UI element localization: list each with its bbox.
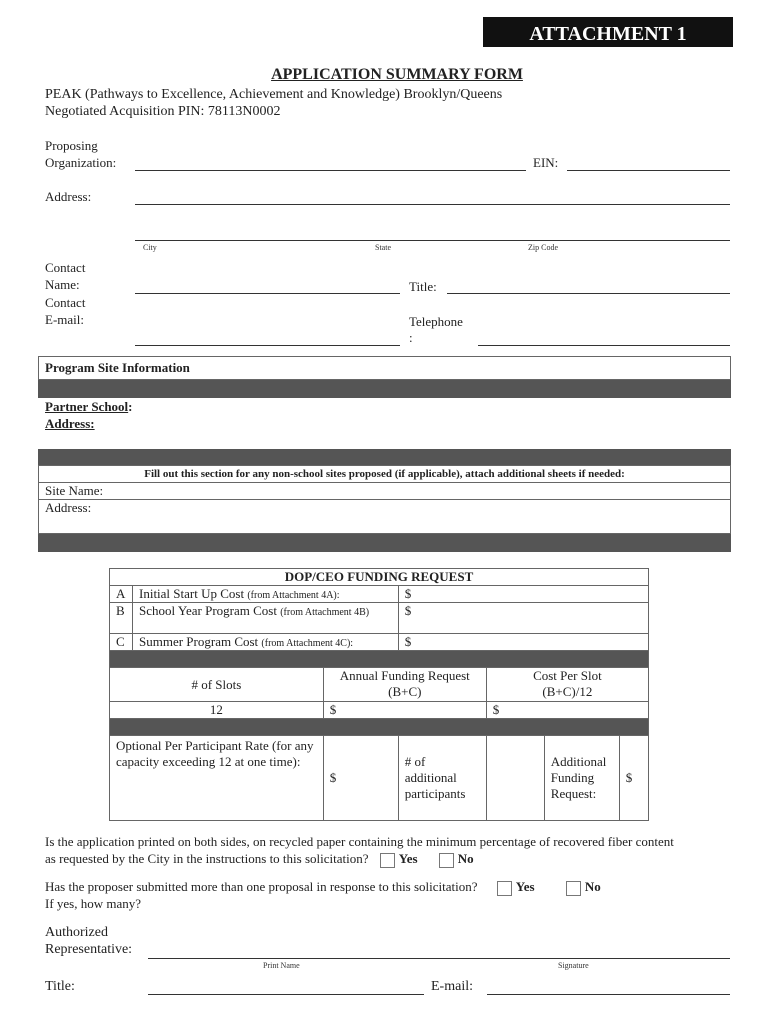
organization-field[interactable] — [135, 170, 526, 171]
row-c-label-text: Summer Program Cost — [139, 634, 259, 649]
title-label: Title: — [409, 279, 437, 294]
program-site-header — [38, 356, 731, 380]
partner-school-colon: : — [128, 399, 133, 414]
site-address-box[interactable] — [38, 500, 731, 534]
optional-rate-label: Optional Per Participant Rate (for any capacity exceeding 12 at one time): — [110, 736, 324, 821]
city-state-zip-field[interactable] — [135, 240, 730, 241]
question-recycled-line2 — [45, 851, 474, 868]
contact-name-label: Name: — [45, 277, 80, 292]
attachment-badge-text: ATTACHMENT 1 — [529, 23, 687, 45]
contact-name-field[interactable] — [135, 293, 400, 294]
annual-header-line1: Annual Funding Request — [339, 668, 470, 683]
row-c-value[interactable]: $ — [398, 634, 648, 651]
contact-email-label-1: Contact — [45, 295, 86, 310]
q2-yes-label: Yes — [515, 879, 535, 894]
optional-rate-value[interactable]: $ — [323, 736, 398, 821]
funding-divider-1 — [110, 651, 649, 668]
question-multiple — [45, 879, 601, 896]
partner-school-label — [45, 399, 133, 415]
proposing-label: Proposing — [45, 138, 98, 153]
funding-divider-2 — [110, 719, 649, 736]
state-caption: State — [375, 243, 391, 252]
row-c-letter: C — [110, 634, 133, 651]
sig-title-field[interactable] — [148, 994, 424, 995]
question-how-many: If yes, how many? — [45, 896, 142, 911]
address-field[interactable] — [135, 204, 730, 205]
site-name-label: Site Name: — [45, 483, 104, 498]
address-label: Address: — [45, 189, 92, 204]
site-divider-3 — [38, 534, 731, 552]
row-a-label-text: Initial Start Up Cost — [139, 586, 245, 601]
annual-header-line2: (B+C) — [388, 684, 422, 699]
non-school-note: Fill out this section for any non-school sites proposed (if applicable), attach additional sheets if needed: — [144, 468, 625, 480]
cps-value[interactable]: $ — [486, 702, 648, 719]
additional-funding-label: Additional Funding Request: — [545, 736, 620, 820]
funding-title: DOP/CEO FUNDING REQUEST — [110, 569, 649, 586]
q2-no-label: No — [584, 879, 601, 894]
q1-no-checkbox[interactable] — [439, 853, 454, 868]
annual-header — [323, 668, 486, 702]
slots-header: # of Slots — [110, 668, 324, 702]
cps-header-line2: (B+C)/12 — [542, 684, 593, 699]
pin-subtitle: Negotiated Acquisition PIN: 78113N0002 — [45, 104, 281, 119]
partner-address-label: Address: — [45, 416, 95, 431]
row-a-label — [133, 586, 399, 603]
sig-email-field[interactable] — [487, 994, 730, 995]
cps-header-line1: Cost Per Slot — [533, 668, 602, 683]
slots-value: 12 — [110, 702, 324, 719]
question-multiple-text: Has the proposer submitted more than one proposal in response to this solicitation? — [45, 879, 478, 894]
contact-email-field[interactable] — [135, 345, 400, 346]
row-a-note: (from Attachment 4A): — [247, 590, 340, 601]
site-divider-2 — [38, 449, 731, 465]
city-caption: City — [143, 243, 157, 252]
additional-participants-value[interactable] — [486, 736, 544, 821]
row-c-note: (from Attachment 4C): — [261, 638, 354, 649]
site-divider-1 — [38, 380, 731, 398]
q2-yes-checkbox[interactable] — [497, 881, 512, 896]
attachment-badge — [483, 17, 733, 47]
row-b-label — [133, 603, 399, 634]
organization-label: Organization: — [45, 155, 117, 170]
site-name-box[interactable] — [38, 483, 731, 500]
contact-label: Contact — [45, 260, 86, 275]
telephone-field[interactable] — [478, 345, 730, 346]
sig-title-label: Title: — [45, 979, 75, 994]
question-recycled-text: as requested by the City in the instructions to this solicitation? — [45, 851, 369, 866]
row-a-value[interactable]: $ — [398, 586, 648, 603]
row-a-letter: A — [110, 586, 133, 603]
title-field[interactable] — [447, 293, 730, 294]
sig-email-label: E-mail: — [431, 979, 473, 994]
authorized-label: Authorized — [45, 925, 108, 940]
row-b-note: (from Attachment 4B) — [280, 607, 370, 618]
telephone-label: Telephone — [409, 314, 463, 329]
print-name-caption: Print Name — [263, 961, 300, 970]
question-recycled-line1: Is the application printed on both sides, on recycled paper containing the minimum percentage of recovered fiber content — [45, 834, 674, 849]
row-b-label-text: School Year Program Cost — [139, 603, 277, 618]
ein-label: EIN: — [533, 155, 559, 170]
additional-funding-cell[interactable] — [544, 736, 648, 821]
partner-school-text: Partner School — [45, 399, 129, 414]
row-b-value[interactable]: $ — [398, 603, 648, 634]
additional-participants-label: # of additional participants — [398, 736, 486, 821]
annual-value[interactable]: $ — [323, 702, 486, 719]
cps-header — [486, 668, 648, 702]
non-school-note-box — [38, 465, 731, 483]
representative-label: Representative: — [45, 942, 133, 957]
additional-funding-value[interactable]: $ — [625, 770, 633, 785]
row-c-label — [133, 634, 399, 651]
site-address-label: Address: — [45, 500, 92, 515]
q1-yes-label: Yes — [398, 851, 418, 866]
program-site-header-text: Program Site Information — [45, 360, 190, 375]
q1-yes-checkbox[interactable] — [380, 853, 395, 868]
q1-no-label: No — [457, 851, 474, 866]
form-title: APPLICATION SUMMARY FORM — [271, 66, 523, 83]
signature-caption: Signature — [558, 961, 589, 970]
ein-field[interactable] — [567, 170, 730, 171]
representative-field[interactable] — [148, 958, 730, 959]
telephone-colon: : — [409, 330, 413, 345]
program-subtitle: PEAK (Pathways to Excellence, Achievement and Knowledge) Brooklyn/Queens — [45, 87, 503, 102]
funding-table — [109, 568, 649, 821]
q2-no-checkbox[interactable] — [566, 881, 581, 896]
row-b-letter: B — [110, 603, 133, 634]
zip-caption: Zip Code — [528, 243, 558, 252]
contact-email-label-2: E-mail: — [45, 312, 84, 327]
